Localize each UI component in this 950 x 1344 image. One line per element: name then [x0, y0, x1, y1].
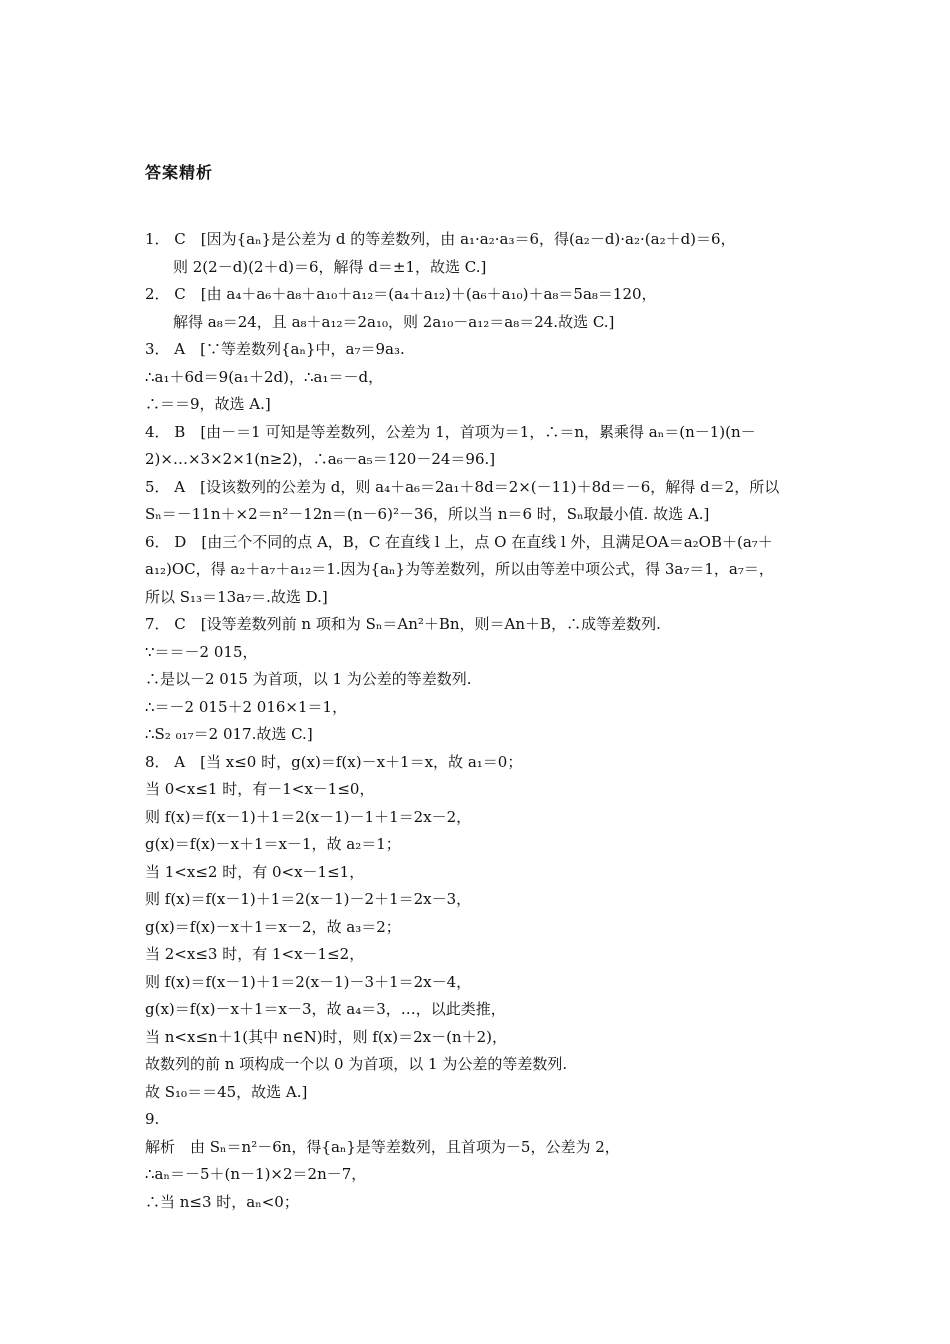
page-title: 答案精析 [145, 163, 214, 182]
text-line: 1． C [因为{aₙ}是公差为 d 的等差数列，由 a₁·a₂·a₃＝6，得(a₂－d)·a₂·(a₂＋d)＝6， [145, 230, 736, 248]
text-line: a₁₂)OC，得 a₂＋a₇＋a₁₂＝1.因为{aₙ}为等差数列，所以由等差中项公式，得 3a₇＝1，a₇＝， [145, 560, 774, 578]
text-line: 4． B [由－＝1 可知是等差数列，公差为 1，首项为＝1，∴＝n，累乘得 aₙ＝(n－1)(n－ [145, 422, 756, 441]
text-line: 则 2(2－d)(2＋d)＝6，解得 d＝±1，故选 C.] [173, 257, 487, 276]
text-line: 当 n<x≤n＋1(其中 n∈N)时，则 f(x)＝2x－(n＋2)， [145, 1027, 507, 1046]
text-line: g(x)＝f(x)－x＋1＝x－3，故 a₄＝3，…，以此类推， [145, 1000, 506, 1018]
text-line: ∴当 n≤3 时，aₙ<0； [145, 1192, 299, 1211]
text-line: 则 f(x)＝f(x－1)＋1＝2(x－1)－3＋1＝2x－4， [145, 972, 472, 991]
text-line: ∴aₙ＝－5＋(n－1)×2＝2n－7， [145, 1165, 367, 1183]
text-line: g(x)＝f(x)－x＋1＝x－2，故 a₃＝2； [145, 917, 401, 936]
text-line: 9. [145, 1110, 160, 1128]
answer-content [145, 226, 815, 1216]
text-line: ∵＝＝－2 015， [145, 642, 258, 661]
text-line: 解析 由 Sₙ＝n²－6n，得{aₙ}是等差数列，且首项为－5，公差为 2， [145, 1137, 620, 1156]
text-line: 2． C [由 a₄＋a₆＋a₈＋a₁₀＋a₁₂＝(a₄＋a₁₂)＋(a₆＋a₁₀)＋a₈＝5a₈＝120， [145, 285, 657, 303]
text-line: ∴＝＝9，故选 A.] [145, 395, 271, 413]
text-line: 则 f(x)＝f(x－1)＋1＝2(x－1)－1＋1＝2x－2， [145, 807, 472, 826]
text-line: 解得 a₈＝24，且 a₈＋a₁₂＝2a₁₀，则 2a₁₀－a₁₂＝a₈＝24.故选 C.] [173, 312, 615, 331]
text-line: 7． C [设等差数列前 n 项和为 Sₙ＝An²＋Bn，则＝An＋B，∴成等差数列. [145, 615, 661, 633]
text-line: ∴a₁＋6d＝9(a₁＋2d)，∴a₁＝－d， [145, 367, 384, 386]
text-line: ∴＝－2 015＋2 016×1＝1， [145, 697, 348, 716]
text-line: 8． A [当 x≤0 时，g(x)＝f(x)－x＋1＝x，故 a₁＝0； [145, 752, 523, 771]
text-line: Sₙ＝－11n＋×2＝n²－12n＝(n－6)²－36，所以当 n＝6 时，Sₙ取最小值. 故选 A.] [145, 505, 710, 523]
text-line: 3． A [∵等差数列{aₙ}中，a₇＝9a₃. [145, 340, 405, 358]
text-line: 当 0<x≤1 时，有－1<x－1≤0， [145, 780, 375, 798]
text-line: 则 f(x)＝f(x－1)＋1＝2(x－1)－2＋1＝2x－3， [145, 890, 472, 908]
text-line: g(x)＝f(x)－x＋1＝x－1，故 a₂＝1； [145, 835, 401, 853]
text-line: 6． D [由三个不同的点 A，B，C 在直线 l 上，点 O 在直线 l 外，且满足OA＝a₂OB＋(a₇＋ [145, 532, 773, 551]
text-line: 当 1<x≤2 时，有 0<x－1≤1， [145, 862, 365, 881]
text-line: 所以 S₁₃＝13a₇＝.故选 D.] [145, 587, 328, 606]
text-line: ∴S₂ ₀₁₇＝2 017.故选 C.] [145, 725, 313, 743]
text-line: 5． A [设该数列的公差为 d，则 a₄＋a₆＝2a₁＋8d＝2×(－11)＋8d＝－6，解得 d＝2，所以 [145, 477, 780, 496]
text-line: 2)×…×3×2×1(n≥2)，∴a₆－a₅＝120－24＝96.] [145, 450, 496, 468]
text-line: 故数列的前 n 项构成一个以 0 为首项，以 1 为公差的等差数列. [145, 1055, 568, 1073]
text-line: 当 2<x≤3 时，有 1<x－1≤2， [145, 945, 365, 963]
text-line: ∴是以－2 015 为首项，以 1 为公差的等差数列. [145, 670, 472, 688]
text-line: 故 S₁₀＝＝45，故选 A.] [145, 1082, 308, 1101]
